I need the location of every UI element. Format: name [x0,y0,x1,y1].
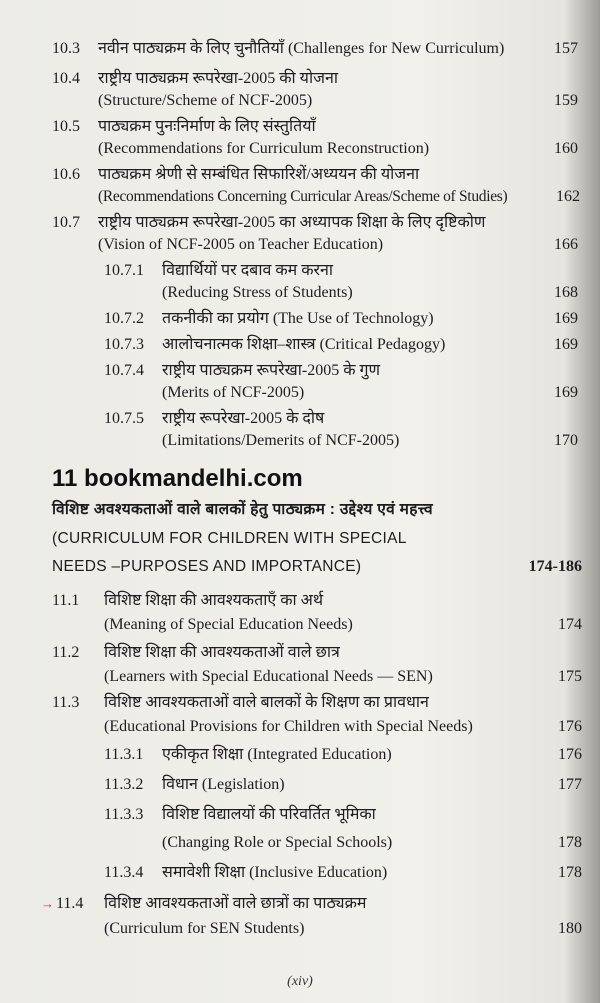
entry-title: (Educational Provisions for Children with Special Needs) [104,718,473,735]
entry-title: (Curriculum for SEN Students) [104,920,305,937]
entry-title: पाठ्यक्रम श्रेणी से सम्बंधित सिफारिशें/अध्ययन की योजना [98,166,420,183]
entry-number: 10.7.3 [104,336,144,353]
toc-entry [0,280,600,306]
entry-title: (Recommendations Concerning Curricular Areas/Scheme of Studies) [98,188,508,205]
entry-title: पाठ्यक्रम पुनःनिर्माण के लिए संस्तुतियाँ [98,118,316,135]
entry-title: राष्ट्रीय पाठ्यक्रम रूपरेखा-2005 के गुण [162,362,381,379]
entry-number: 10.7.2 [104,310,144,327]
entry-page: 175 [558,668,582,685]
entry-number: 10.5 [52,118,80,135]
entry-page: 160 [554,140,578,157]
toc-entry [0,588,600,614]
entry-title: विशिष्ट आवश्यकताओं वाले बालकों के शिक्षण का प्रावधान [104,694,429,711]
entry-title: राष्ट्रीय पाठ्यक्रम रूपरेखा-2005 का अध्यापक शिक्षा के लिए दृष्टिकोण [98,214,486,231]
entry-title: विद्यार्थियों पर दबाव कम करना [162,262,334,279]
entry-page: 162 [556,188,580,205]
entry-number: 11.3.3 [104,806,144,823]
entry-title: राष्ट्रीय रूपरेखा-2005 के दोष [162,410,325,427]
entry-page: 170 [554,432,578,449]
entry-title: तकनीकी का प्रयोग (The Use of Technology) [162,310,434,327]
toc-entry [0,916,600,942]
entry-number: 10.7.1 [104,262,144,279]
toc-entry [0,891,600,917]
entry-page: 169 [554,310,578,327]
toc-entry [0,802,600,828]
entry-number: 10.7 [52,214,80,231]
chapter-title-hindi: विशिष्ट अवश्यकताओं वाले बालकों हेतु पाठ्यक्रम : उद्देश्य एवं महत्त्व [52,501,433,518]
entry-title: एकीकृत शिक्षा (Integrated Education) [162,746,392,763]
entry-title: आलोचनात्मक शिक्षा–शास्त्र (Critical Pedagogy) [162,336,446,353]
toc-entry [0,332,600,358]
chapter-page-range: 174-186 [528,558,582,575]
toc-entry [0,830,600,856]
entry-title: (Recommendations for Curriculum Reconstruction) [98,140,430,157]
toc-entry [0,136,600,162]
entry-number: 11.3 [52,694,80,711]
toc-entry [0,690,600,716]
toc-entry [0,742,600,768]
entry-page: 174 [558,616,582,633]
entry-title: (Limitations/Demerits of NCF-2005) [162,432,400,449]
toc-entry [0,184,600,210]
entry-title: विशिष्ट शिक्षा की आवश्यकताएँ का अर्थ [104,592,324,609]
entry-page: 176 [558,746,582,763]
arrow-marker-icon: → [41,896,54,911]
entry-title: विशिष्ट विद्यालयों की परिवर्तित भूमिका [162,806,376,823]
entry-number: 10.3 [52,40,80,57]
entry-title: विशिष्ट शिक्षा की आवश्यकताओं वाले छात्र [104,644,340,661]
toc-entry [0,36,600,62]
chapter-heading: 11 bookmandelhi.com [52,465,303,492]
entry-number: 10.7.5 [104,410,144,427]
chapter-title-english: (CURRICULUM FOR CHILDREN WITH SPECIAL [52,530,407,547]
toc-entry [0,772,600,798]
toc-entry [0,664,600,690]
toc-entry [0,612,600,638]
entry-number: 11.3.4 [104,864,144,881]
toc-entry [0,860,600,886]
entry-title: (Changing Role or Special Schools) [162,834,393,851]
entry-page: 178 [558,834,582,851]
entry-title: नवीन पाठ्यक्रम के लिए चुनौतियाँ (Challenges for New Curriculum) [98,40,505,57]
page-folio: (xiv) [287,974,313,989]
entry-number: 11.3.2 [104,776,144,793]
toc-entry [0,380,600,406]
toc-entry [0,306,600,332]
entry-number: 10.7.4 [104,362,144,379]
entry-page: 180 [558,920,582,937]
entry-title: (Learners with Special Educational Needs — SEN) [104,668,433,685]
toc-entry [0,428,600,454]
entry-title: (Vision of NCF-2005 on Teacher Education) [98,236,384,253]
entry-title: विशिष्ट आवश्यकताओं वाले छात्रों का पाठ्यक्रम [104,895,367,912]
toc-entry [0,232,600,258]
entry-page: 177 [558,776,582,793]
toc-entry [0,640,600,666]
entry-page: 166 [554,236,578,253]
entry-page: 159 [554,92,578,109]
chapter-title-english: NEEDS –PURPOSES AND IMPORTANCE) [52,558,362,575]
entry-page: 157 [554,40,578,57]
toc-entry [0,88,600,114]
entry-number: 11.1 [52,592,80,609]
entry-page: 169 [554,336,578,353]
entry-title: (Meaning of Special Education Needs) [104,616,353,633]
entry-title: (Reducing Stress of Students) [162,284,353,301]
entry-title: (Structure/Scheme of NCF-2005) [98,92,313,109]
entry-page: 168 [554,284,578,301]
entry-number: 10.4 [52,70,80,87]
entry-title: समावेशी शिक्षा (Inclusive Education) [162,864,388,881]
entry-page: 178 [558,864,582,881]
entry-title: विधान (Legislation) [162,776,285,793]
entry-title: राष्ट्रीय पाठ्यक्रम रूपरेखा-2005 की योजना [98,70,338,87]
entry-page: 169 [554,384,578,401]
entry-title: (Merits of NCF-2005) [162,384,305,401]
entry-number: 11.4 [56,895,84,912]
entry-number: 11.2 [52,644,80,661]
entry-number: 11.3.1 [104,746,144,763]
entry-number: 10.6 [52,166,80,183]
toc-entry [0,714,600,740]
entry-page: 176 [558,718,582,735]
